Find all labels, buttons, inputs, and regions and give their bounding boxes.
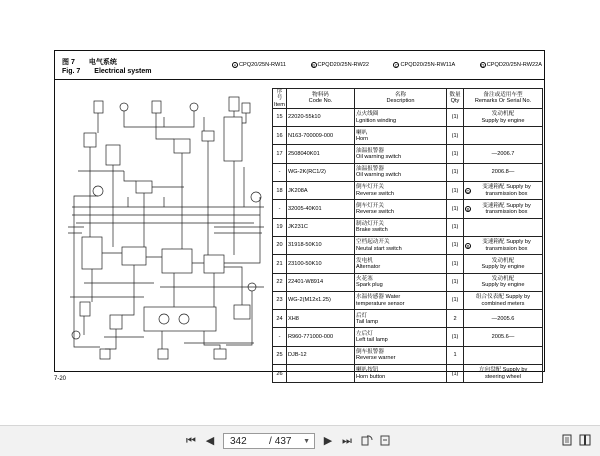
remark-en: Supply by transmission box: [485, 202, 531, 216]
col-qty: 数量 Qty: [447, 89, 464, 109]
figure-label-en: Fig. 7: [62, 68, 81, 75]
description-en: Lgnition winding: [356, 117, 397, 124]
table-header-row: [273, 89, 543, 109]
item-number: 23: [276, 297, 283, 304]
remark-with-model: [465, 203, 541, 216]
table-row: [273, 346, 543, 364]
col-item: 序号 Item: [274, 89, 285, 108]
description-cell: [355, 291, 447, 309]
table-row: [273, 365, 543, 383]
code-cell: [287, 127, 355, 145]
quantity: (1): [451, 132, 459, 139]
remarks-cell: [464, 108, 543, 126]
description-cell: [355, 163, 447, 181]
item-cell: [273, 291, 287, 309]
page-footer-number: 7-20: [54, 376, 67, 382]
table-row: [273, 108, 543, 126]
item-cell: [273, 182, 287, 200]
description-en: Horn: [356, 135, 369, 142]
code-cell: [287, 255, 355, 273]
component-glyph: [242, 103, 250, 113]
figure-title-en: Electrical system: [94, 68, 152, 75]
remarks-cell: [464, 163, 543, 181]
item-cell: [273, 310, 287, 328]
model-d: D CPQD20/25N-RW22A: [481, 62, 542, 68]
item-number: 19: [276, 224, 283, 231]
item-number: 17: [276, 150, 283, 157]
quantity: (1): [451, 187, 459, 194]
remark-en: Supply by engine: [481, 117, 525, 124]
code-number: 23100-50K10: [288, 260, 322, 267]
remark-text: [472, 203, 541, 216]
code-cell: [287, 108, 355, 126]
parts-table-body: [273, 108, 543, 382]
qty-cell: [447, 200, 464, 218]
item-cell: [273, 365, 287, 383]
description-cn: 油温报警器: [356, 147, 384, 154]
description-en: Oil warning switch: [356, 154, 402, 161]
code-cell: [287, 273, 355, 291]
item-cell: [273, 273, 287, 291]
description-cell: [355, 310, 447, 328]
item-cell: [273, 127, 287, 145]
flip-button[interactable]: [378, 434, 392, 448]
quantity: (1): [451, 150, 459, 157]
item-number: 26: [276, 370, 283, 377]
description-en: Tail lamp: [356, 318, 379, 325]
qty-cell: [447, 255, 464, 273]
last-page-button[interactable]: [340, 434, 354, 448]
description-cell: [355, 365, 447, 383]
item-cell: [273, 255, 287, 273]
remarks-cell: [464, 200, 543, 218]
description-cell: [355, 182, 447, 200]
quantity: (1): [451, 205, 459, 212]
next-page-button[interactable]: [322, 434, 334, 448]
remarks-cell: [464, 365, 543, 383]
table-row: [273, 328, 543, 346]
quantity: (1): [451, 333, 459, 340]
first-page-icon: ⏮: [186, 435, 196, 447]
item-cell: [273, 346, 287, 364]
item-number: 24: [276, 315, 283, 322]
description-en: Alternator: [356, 263, 381, 270]
code-number: 32005-40K01: [288, 205, 322, 212]
remark-cn: 变速箱配: [482, 184, 505, 191]
description-cn: 倒车灯开关: [356, 184, 384, 191]
quantity: (1): [451, 297, 459, 304]
item-cell: [273, 328, 287, 346]
remark-text: [472, 239, 541, 252]
qty-cell: [447, 291, 464, 309]
code-cell: [287, 346, 355, 364]
wiring-diagram: [64, 87, 270, 369]
heading-divider: [55, 79, 544, 80]
component-glyph: [158, 349, 168, 359]
remark-en: Supply by engine: [481, 263, 525, 270]
remarks-cell: [464, 273, 543, 291]
item-cell: [273, 108, 287, 126]
component-glyph: [106, 145, 120, 165]
remark-cn: 发动机配: [491, 257, 515, 264]
remark-en: Supply by transmission box: [485, 184, 531, 197]
description-cn: 空档起动开关: [356, 239, 390, 246]
remark-en: combined meters: [481, 300, 525, 307]
remark-en: Supply by engine: [481, 282, 525, 289]
quantity: (1): [451, 114, 459, 121]
document-page: [54, 50, 545, 385]
component-glyph: [136, 181, 152, 193]
two-page-view-icon: [579, 434, 591, 446]
description-en: Left tail lamp: [356, 337, 388, 344]
component-glyph: [174, 139, 190, 153]
page-selector[interactable]: [223, 433, 315, 449]
description-cn: 火花塞: [356, 275, 373, 282]
remark-en: —2006.7: [491, 150, 515, 157]
quantity: 2: [453, 315, 457, 322]
flip-icon: [379, 434, 391, 446]
qty-cell: [447, 108, 464, 126]
code-number: WG-2K(RC1/2): [288, 169, 326, 176]
description-en: Neutal start switch: [356, 245, 402, 252]
col-remarks: 备注或适用车型 Remarks Or Serial No.: [464, 89, 543, 109]
remark-with-model: [465, 184, 541, 197]
qty-cell: [447, 273, 464, 291]
description-cell: [355, 273, 447, 291]
remark-cn: 发动机配: [491, 111, 515, 118]
code-number: 31918-50K10: [288, 242, 322, 249]
code-cell: [287, 236, 355, 254]
table-row: [273, 163, 543, 181]
wiring-diagram-drawing: [64, 87, 270, 369]
remark-cn: 变速箱配: [482, 202, 505, 209]
current-page-input[interactable]: [224, 436, 266, 447]
code-number: 22401-W8914: [288, 279, 324, 286]
connector-block: [204, 255, 224, 273]
qty-cell: [447, 365, 464, 383]
last-page-icon: ⏭: [342, 435, 352, 447]
remark-cn: 变速箱配: [482, 239, 505, 246]
figure-heading: [62, 58, 151, 76]
description-en: Reverse switch: [356, 190, 394, 197]
rotate-icon: [361, 434, 373, 446]
item-cell: [273, 218, 287, 236]
description-cn: 油温报警器: [356, 166, 384, 173]
instrument-cluster: [144, 307, 216, 331]
description-cell: [355, 145, 447, 163]
remarks-cell: [464, 310, 543, 328]
remarks-cell: [464, 127, 543, 145]
remark-cn: 组合仪表配 Supply by: [475, 294, 531, 301]
model-mark: B: [466, 243, 470, 249]
component-glyph: [100, 349, 110, 359]
qty-cell: [447, 346, 464, 364]
prev-page-button[interactable]: [204, 434, 216, 448]
rotate-button[interactable]: [360, 434, 374, 448]
code-cell: [287, 218, 355, 236]
qty-cell: [447, 218, 464, 236]
first-page-button[interactable]: [184, 434, 198, 448]
table-row: [273, 127, 543, 145]
code-cell: [287, 145, 355, 163]
component-glyph: [202, 131, 214, 141]
item-cell: [273, 163, 287, 181]
code-number: DJB-12: [288, 352, 307, 359]
model-mark: B: [466, 207, 470, 213]
remark-en: 2006.8—: [491, 169, 515, 176]
code-cell: [287, 291, 355, 309]
component-glyph: [224, 117, 242, 161]
description-en: temperature sensor: [356, 300, 405, 307]
item-number: 20: [276, 242, 283, 249]
description-cell: [355, 108, 447, 126]
code-number: N163-700009-000: [288, 132, 334, 139]
remark-en: Supply by transmission box: [485, 239, 531, 252]
description-cell: [355, 328, 447, 346]
item-number: 16: [276, 132, 283, 139]
item-number: 25: [276, 352, 283, 359]
code-number: 2508040K01: [288, 150, 320, 157]
component-glyph: [229, 97, 239, 111]
description-cn: 倒车灯开关: [356, 202, 384, 209]
item-cell: [273, 236, 287, 254]
description-cn: 喇叭按钮: [356, 367, 379, 374]
description-cn: 倒车报警器: [356, 349, 384, 356]
chevron-down-icon[interactable]: ▼: [303, 437, 310, 445]
code-number: JK231C: [288, 224, 308, 231]
description-en: Reverse warner: [356, 355, 396, 362]
quantity: (1): [451, 242, 459, 249]
remark-text: [472, 184, 541, 197]
figure-label-cn: 图 7: [62, 59, 75, 66]
remark-en: —2005.6: [491, 315, 515, 322]
remarks-cell: [464, 145, 543, 163]
table-row: [273, 200, 543, 218]
component-glyph: [152, 101, 161, 113]
component-glyph: [84, 133, 96, 147]
table-row: [273, 145, 543, 163]
component-glyph: [110, 315, 122, 329]
single-page-view-button[interactable]: [560, 434, 574, 448]
quantity: (1): [451, 260, 459, 267]
description-en: Reverse switch: [356, 209, 394, 216]
col-description: 名称 Description: [355, 89, 447, 109]
remarks-cell: [464, 346, 543, 364]
model-c: C CPQD20/25N-RW11A: [394, 62, 456, 68]
component-glyph: [234, 305, 250, 319]
total-pages: 437: [274, 435, 292, 447]
qty-cell: [447, 310, 464, 328]
code-cell: [287, 163, 355, 181]
code-cell: [287, 365, 355, 383]
description-cell: [355, 218, 447, 236]
item-number: 22: [276, 279, 283, 286]
description-cell: [355, 200, 447, 218]
code-number: 22020-55k10: [288, 114, 321, 121]
remarks-cell: [464, 236, 543, 254]
qty-cell: [447, 328, 464, 346]
remarks-cell: [464, 182, 543, 200]
qty-cell: [447, 182, 464, 200]
remarks-cell: [464, 255, 543, 273]
quantity: (1): [451, 279, 459, 286]
code-cell: [287, 182, 355, 200]
qty-cell: [447, 163, 464, 181]
description-en: Brake switch: [356, 227, 388, 234]
table-row: [273, 182, 543, 200]
prev-page-icon: ◀: [205, 435, 215, 447]
description-cell: [355, 346, 447, 364]
qty-cell: [447, 127, 464, 145]
remark-with-model: [465, 239, 541, 252]
single-page-view-icon: [561, 434, 573, 446]
quantity: (1): [451, 169, 459, 176]
description-cn: 水温传感器 Water: [356, 294, 401, 301]
item-number: -: [278, 169, 281, 176]
code-cell: [287, 200, 355, 218]
table-row: [273, 291, 543, 309]
two-page-view-button[interactable]: [578, 434, 592, 448]
code-number: JK208A: [288, 187, 308, 194]
description-cell: [355, 236, 447, 254]
qty-cell: [447, 145, 464, 163]
table-row: [273, 218, 543, 236]
model-mark: D: [466, 188, 470, 194]
table-row: [273, 236, 543, 254]
remarks-cell: [464, 291, 543, 309]
model-a: A CPQ20/25N-RW11: [233, 62, 287, 68]
code-number: R960-771000-000: [288, 333, 334, 340]
code-number: WG-2(M12x1.25): [288, 297, 331, 304]
item-number: 18: [276, 187, 283, 194]
col-code: 物料码 Code No.: [287, 89, 355, 109]
item-cell: [273, 200, 287, 218]
item-number: 21: [276, 260, 283, 267]
description-cn: 制动灯开关: [356, 221, 384, 228]
connector-block: [122, 247, 146, 265]
description-cn: 喇叭: [356, 129, 368, 136]
description-en: Horn button: [356, 373, 386, 380]
description-en: Oil warning switch: [356, 172, 402, 179]
remark-en: 2005.6—: [491, 333, 515, 340]
component-glyph: [214, 349, 226, 359]
model-b: B CPQD20/25N-RW22: [311, 62, 370, 68]
remark-cn: 发动机配: [491, 275, 515, 282]
page-separator: /: [269, 435, 272, 447]
description-cell: [355, 127, 447, 145]
remark-cn: 方向盘配 Supply by: [478, 367, 528, 374]
description-en: Spark plug: [356, 282, 383, 289]
model-list: [232, 62, 542, 68]
quantity: 1: [453, 352, 457, 359]
next-page-icon: ▶: [323, 435, 333, 447]
remark-en: steering wheel: [484, 373, 522, 380]
table-row: [273, 273, 543, 291]
viewer-toolbar: [0, 425, 600, 456]
component-glyph: [94, 101, 103, 113]
quantity: (1): [451, 370, 459, 377]
remarks-cell: [464, 328, 543, 346]
description-cn: 后灯: [356, 312, 368, 319]
component-glyph: [80, 302, 90, 316]
table-row: [273, 255, 543, 273]
item-number: -: [278, 205, 281, 212]
description-cell: [355, 255, 447, 273]
quantity: (1): [451, 224, 459, 231]
code-cell: [287, 328, 355, 346]
code-number: XH8: [288, 315, 299, 322]
code-cell: [287, 310, 355, 328]
item-number: 15: [276, 114, 283, 121]
table-row: [273, 310, 543, 328]
connector-block: [82, 237, 102, 269]
connector-block: [162, 249, 192, 273]
qty-cell: [447, 236, 464, 254]
parts-table: [272, 88, 543, 383]
description-cn: 发电机: [356, 257, 373, 264]
figure-title-cn: 电气系统: [88, 59, 117, 66]
remarks-cell: [464, 218, 543, 236]
description-cn: 左后灯: [356, 330, 373, 337]
item-number: -: [278, 333, 281, 340]
description-cn: 点火线圈: [356, 111, 379, 118]
item-cell: [273, 145, 287, 163]
